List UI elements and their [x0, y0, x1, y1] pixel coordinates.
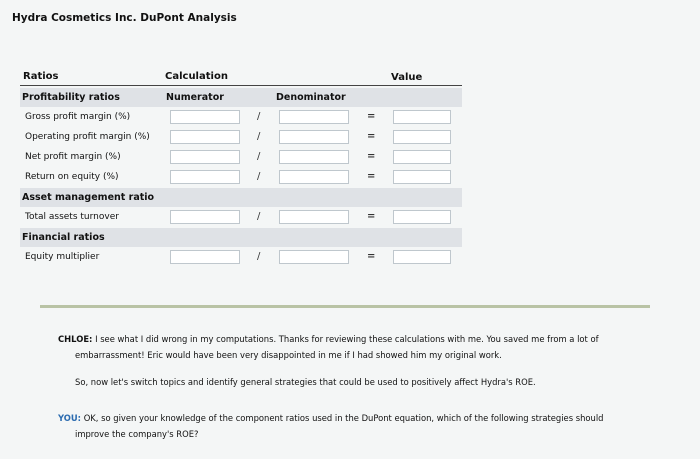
section-divider [40, 305, 650, 308]
value-input[interactable] [393, 210, 451, 224]
row-return-on-equity [20, 168, 462, 187]
equals-sign: = [367, 111, 376, 122]
numerator-input[interactable] [170, 130, 240, 144]
chloe-text-2: embarrassment! Eric would have been very disappointed in me if I had showed him my original work. [75, 350, 502, 360]
row-total-assets-turnover [20, 208, 462, 227]
row-label: Profitability ratios [22, 92, 120, 103]
you-text-2: improve the company's ROE? [75, 429, 199, 439]
row-label: Asset management ratio [22, 192, 155, 203]
row-net-profit-margin [20, 148, 462, 167]
row-label: Total assets turnover [25, 212, 119, 222]
numerator-input[interactable] [170, 250, 240, 264]
divide-sign: / [257, 211, 261, 222]
numerator-input[interactable] [170, 210, 240, 224]
chloe-text-3: So, now let's switch topics and identify general strategies that could be used to positively affect Hydra's ROE. [75, 377, 536, 387]
header-divider [20, 85, 462, 86]
chloe-text-1: I see what I did wrong in my computations. Thanks for reviewing these calculations with me. You saved me from a lot of [95, 334, 599, 344]
header-value: Value [391, 72, 423, 83]
numerator-input[interactable] [170, 110, 240, 124]
page-title: Hydra Cosmetics Inc. DuPont Analysis [12, 12, 237, 24]
row-label: Return on equity (%) [25, 172, 119, 182]
row-label: Net profit margin (%) [25, 152, 121, 162]
divide-sign: / [257, 111, 261, 122]
value-input[interactable] [393, 250, 451, 264]
header-numerator: Numerator [166, 92, 224, 103]
denominator-input[interactable] [279, 250, 349, 264]
chloe-speaker: CHLOE: [58, 334, 93, 344]
you-message [58, 410, 638, 442]
you-line-1 [58, 410, 638, 426]
equals-sign: = [367, 151, 376, 162]
row-label: Operating profit margin (%) [25, 132, 150, 142]
value-input[interactable] [393, 130, 451, 144]
row-label: Gross profit margin (%) [25, 112, 131, 122]
numerator-input[interactable] [170, 150, 240, 164]
chloe-line-1 [58, 331, 638, 347]
section-row-profitability [20, 88, 462, 107]
row-equity-multiplier [20, 248, 462, 267]
value-input[interactable] [393, 110, 451, 124]
row-gross-profit-margin [20, 108, 462, 127]
equals-sign: = [367, 131, 376, 142]
section-row-financial [20, 228, 462, 247]
value-input[interactable] [393, 170, 451, 184]
denominator-input[interactable] [279, 170, 349, 184]
divide-sign: / [257, 131, 261, 142]
numerator-input[interactable] [170, 170, 240, 184]
divide-sign: / [257, 251, 261, 262]
chloe-message [58, 331, 638, 363]
divide-sign: / [257, 171, 261, 182]
header-calculation: Calculation [165, 71, 228, 82]
you-text-1: OK, so given your knowledge of the component ratios used in the DuPont equation, which of the following strategies should [83, 413, 604, 423]
denominator-input[interactable] [279, 110, 349, 124]
header-ratios: Ratios [23, 71, 59, 82]
divide-sign: / [257, 151, 261, 162]
value-input[interactable] [393, 150, 451, 164]
equals-sign: = [367, 171, 376, 182]
denominator-input[interactable] [279, 210, 349, 224]
equals-sign: = [367, 211, 376, 222]
row-label: Financial ratios [22, 232, 105, 243]
section-row-asset-management [20, 188, 462, 207]
you-speaker: YOU: [58, 413, 82, 423]
row-operating-profit-margin [20, 128, 462, 147]
equals-sign: = [367, 251, 376, 262]
row-label: Equity multiplier [25, 252, 100, 262]
denominator-input[interactable] [279, 150, 349, 164]
denominator-input[interactable] [279, 130, 349, 144]
header-denominator: Denominator [276, 92, 346, 103]
